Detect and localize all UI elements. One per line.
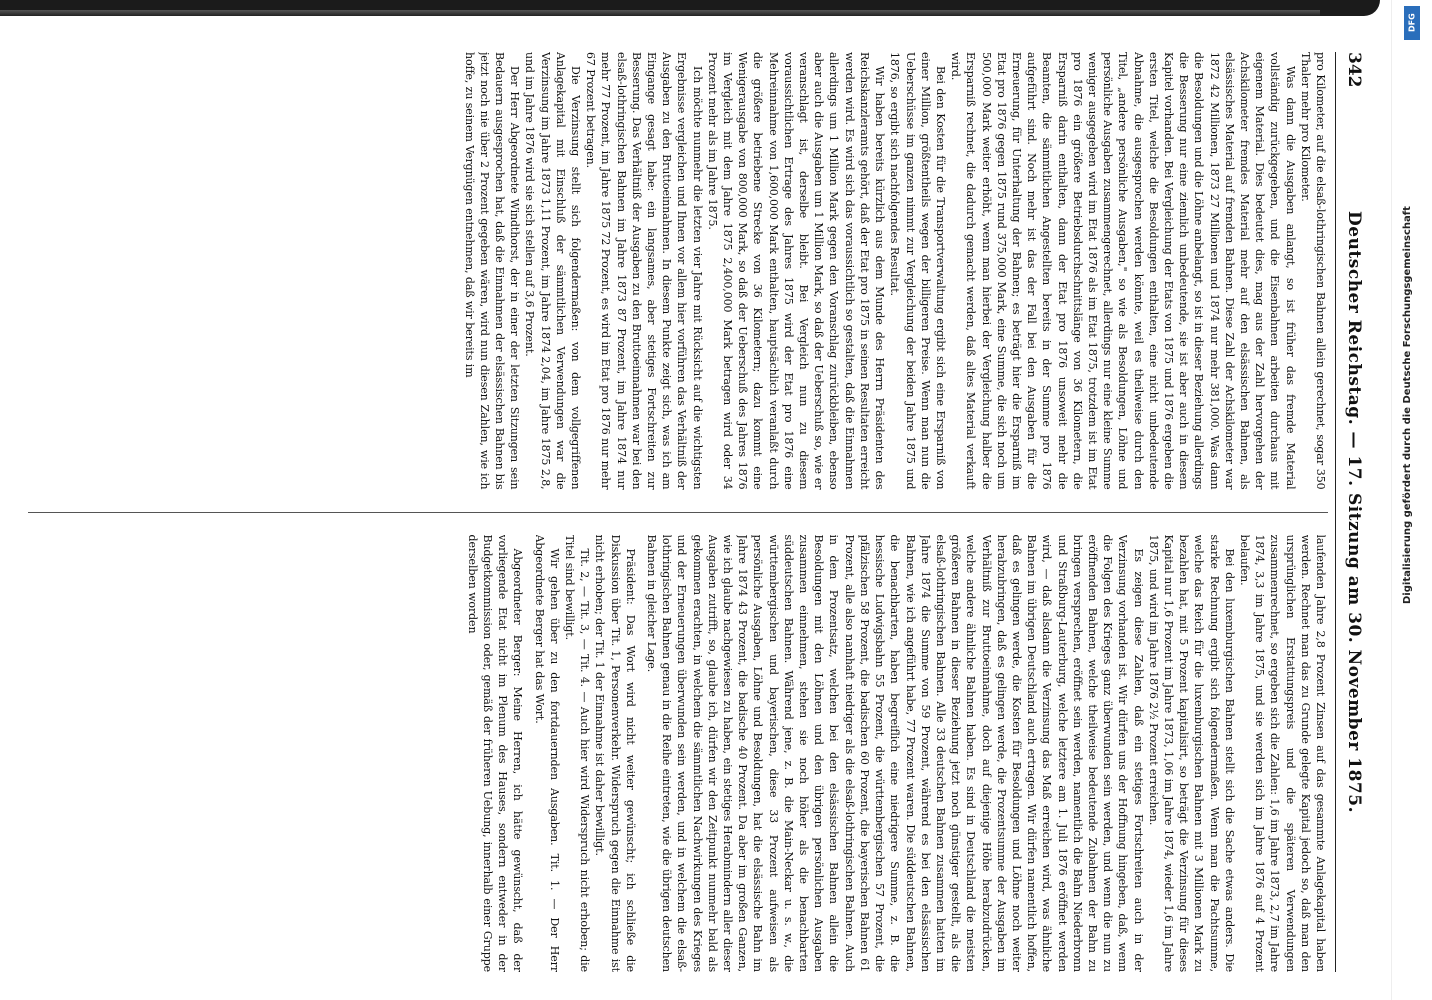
paragraph: Bei den Kosten für die Transportverwaltung ergibt sich eine Ersparniß von einer Million, größtentheils wegen der billigeren Preise. Wenn man nun die Ueberschüsse im ganzen nimmt zur Vergleichung der beiden Jahre 1875 und 1876, so ergibt sich nachfolgendes Resultat. <box>888 52 947 490</box>
paragraph: Bei den luxemburgischen Bahnen stellt sich die Sache etwas anders. Die starke Rechnung ergibt sich folgendermaßen. Wenn man die Pachtsumme, welche das Reich für die luxemburgischen Bahnen mit 3 Millionen Mark zu bezahlen hat, mit 5 Prozent kapitalisirt, so beträgt die Verzinsung für dieses Kapital nur 1,6 Prozent im Jahre 1873, 1,06 im Jahre 1874, wieder 1,6 im Jahre 1875, und wird im Jahre 1876 2½ Prozent erreichen. <box>1146 534 1236 972</box>
paragraph: Wir gehen über zu den fortdauernden Ausgaben. Tit. 1. — Der Herr Abgeordnete Berger hat das Wort. <box>532 534 561 972</box>
document-page <box>8 22 1380 994</box>
paragraph: Tit. 2, — Tit. 3, — Tit. 4. — Auch hier wird Widerspruch nicht erhoben; die Titel sind bewilligt. <box>563 534 592 972</box>
paragraph: laufenden Jahre 2,8 Prozent Zinsen auf das gesammte Anlagekapital haben werden. Rechnet man das zu Grunde gelegte Kapital jedoch so, daß man den ursprünglichen Erstattungspreis und die späteren Verwendungen zusammenrechnet, so ergeben sich die Zahlen: 1,6 im Jahre 1873, 2,7 im Jahre 1874, 3,3 im Jahre 1875, und sie werden sich im Jahre 1876 auf 4 Prozent belaufen. <box>1237 534 1327 972</box>
text-columns <box>28 52 1328 972</box>
paragraph: Es zeigen diese Zahlen, daß ein stetiges Fortschreiten auch in der Verzinsung vorhanden ist. Wir dürfen uns der Hoffnung hingeben, daß, wenn die Folgen des Krieges ganz überwunden sein werden, und wenn die nun zu eröffnenden Bahnen, welche theilweise bedeutende Zubahnen der Bahn zu bringen versprechen, eröffnet sein werden, namentlich die Bahn Niederbronn und Straßburg-Lauterburg, welche letztere am 1. Juli 1876 eröffnet werden wird, — daß alsdann die Verzinsung das Maß erreichen wird, was ähnliche Bahnen im übrigen Deutschland auch ertragen. Wir dürfen namentlich hoffen, daß es gelingen werde, die Kosten für Besoldungen und Löhne noch weiter herabzubringen, daß es gelingen werde, die Prozentsumme der Ausgaben im Verhältniß zur Bruttoeinnahme, doch auf diejenige Höhe herabzudrücken, welche andere ähnliche Bahnen haben. Es sind in Deutschland die meisten größeren Bahnen in dieser Beziehung jetzt noch günstiger gestellt, als die elsaß-lothringischen Bahnen. Alle 33 deutschen Bahnen zusammen hatten im Jahre 1874 die Summe von 59 Prozent, während es bei den elsässischen Bahnen, wie ich angeführt habe, 77 Prozent waren. Die süddeutschen Bahnen, die benachbarten, haben begreiflich eine niedrigere Summe, z. B. die hessische Ludwigsbahn 55 Prozent, die württembergischen 57 Prozent, die pfälzischen 58 Prozent, die badischen 60 Prozent, die bayerischen Bahnen 61 Prozent, alle also namhaft niedriger als die elsaß-lothringischen Bahnen. Auch in dem Prozentsatz, welchen bei den elsässischen Bahnen allein die Besoldungen mit den Löhnen und den übrigen persönlichen Ausgaben zusammen einnehmen, stehen sie noch höher als die benachbarten süddeutschen Bahnen. Während jene, z. B. die Main-Neckar u. s. w., die württembergischen und bayerischen, diese 33 Prozent aufweisen als persönliche Ausgaben, Löhne und Besoldungen, hat die elsässische Bahn im Jahre 1874 43 Prozent, die badische 40 Prozent. Da aber im großen Ganzen, wie ich glaube nachgewiesen zu haben, ein stetiges Herabmindern aller dieser Ausgaben zutrifft, so, glaube ich, dürfen wir den Zeitpunkt nunmehr bald als gekommen erachten, in welchem die sämmtlichen Nachwirkungen des Krieges und der Erneuerungen überwunden sein werden, und in welchem die elsaß-lothringischen Bahnen genau in die Reihe eintreten, wie die übrigen deutschen Bahnen in gleicher Lage. <box>645 534 1145 972</box>
column-divider <box>28 512 1328 513</box>
page-number: 342 <box>1344 52 1364 88</box>
paragraph: Ich möchte nunmehr die letzten vier Jahre mit Rücksicht auf die wichtigsten Ergebnisse vergleichen und Ihnen vor allem hier vorführen das Verhältniß der Ausgaben zu den Bruttoeinnahmen. In diesem Punkte zeigt sich, was ich am Eingange gesagt habe: ein langsames, aber stetiges Fortschreiten zur Besserung. Das Verhältniß der Ausgaben zu den Bruttoeinnahmen war bei den elsaß-lothringischen Bahnen im Jahre 1873 87 Prozent, im Jahre 1874 nur mehr 77 Prozent, im Jahre 1875 72 Prozent, es wird im Etat pro 1876 nur mehr 67 Prozent betragen. <box>584 52 704 490</box>
right-column <box>28 535 1328 973</box>
scan-border <box>0 0 1380 16</box>
digitization-credit: Digitalisierung gefördert durch die Deutsche Forschungsgemeinschaft <box>1402 206 1413 604</box>
paragraph: Abgeordneter Berger: Meine Herren, ich hätte gewünscht, daß der vorliegende Etat nicht im Plenum des Hauses, sondern entweder in der Budgetkommission oder, gemäß der früheren Uebung, innerhalb einer Gruppe derselben worden <box>465 534 525 972</box>
page-header <box>1335 52 1370 972</box>
paragraph: Die Verzinsung stellt sich folgendermaßen: von dem vollgegriffenen Anlagekapital mit Einschluß der sämmtlichen Verwendungen war die Verzinsung im Jahre 1873 1,11 Prozent, im Jahre 1874 2,04, im Jahre 1875 2,8, und im Jahre 1876 wird sie sich stellen auf 3,6 Prozent. <box>523 52 583 490</box>
running-head: Deutscher Reichstag. — 17. Sitzung am 30. November 1875. <box>1344 211 1364 813</box>
paragraph: pro Kilometer, auf die elsaß-lothringischen Bahnen allein gerechnet, sogar 350 Thaler mehr pro Kilometer. <box>1298 52 1327 490</box>
paragraph: Was dann die Ausgaben anlangt, so ist früher das fremde Material vollständig zurückgegeben, und die Eisenbahnen arbeiten durchaus mit eigenem Material. Dies bedeutet dies, mag aus der Zahl hervorgehen der Achskilometer fremdes Material mehr auf den elsässischen Bahnen, als elsässisches Material auf fremden Bahnen. Diese Zahl der Achskilometer war 1872 42 Millionen, 1873 27 Millionen und 1874 nur mehr 381,000. Was dann die Besoldungen und die Löhne anbelangt, so ist in dieser Beziehung allerdings die Besserung nur eine ziemlich unbedeutende, sie ist aber auch in diesem Kapitel vorhanden. Bei Vergleichung der Etats von 1875 und 1876 ergeben die ersten Titel, welche die Besoldungen enthalten, eine nicht unbedeutende Abnahme, die ausgesprochen werden könnte, weil es theilweise durch den Titel, „andere persönliche Ausgaben," so wie als Besoldungen, Löhne und persönliche Ausgaben zusammengerechnet, allerdings nur eine kleine Summe weniger ausgegeben wird im Etat 1876 als im Etat 1875, trotzdem ist im Etat pro 1876 ein größere Betriebsdurchschnittslänge von 36 Kilometern, die Ersparniß darin enthalten, dann der Etat pro 1876 unsoweit mehr die Beamten, die sämmtlichen Angestellten bereits in der Summe pro 1876 aufgeführt sind. Noch mehr ist das der Fall bei den Ausgaben für die Erneuerung, für Unterhaltung der Bahnen; es beträgt hier die Ersparniß im Etat pro 1876 gegen 1875 rund 375,000 Mark, eine Summe, die sich noch um 500,000 Mark weiter erhöht, wenn man hierbei der Vergleichung halber die Ersparniß rechnet, die dadurch gemacht werden, daß altes Material verkauft wird. <box>949 52 1297 490</box>
paragraph: Präsident: Das Wort wird nicht weiter gewünscht; ich schließe die Diskussion über Tit. 1, Personenverkehr. Widerspruch gegen die Einnahme ist nicht erhoben; der Tit. 1 der Einnahme ist daher bewilligt. <box>593 534 637 972</box>
dfg-logo-icon: DFG <box>1404 6 1420 40</box>
left-column <box>28 52 1328 490</box>
paragraph: Der Herr Abgeordnete Windthorst, der in einer der letzten Sitzungen sein Bedauern ausgesprochen hat, daß die Einnahmen der elsässischen Bahnen bis jetzt noch nie über 2 Prozent gegeben wären, wird nun diesen Zahlen, wie ich hoffe, zu seinem Vergnügen entnehmen, daß wir bereits im <box>462 52 522 490</box>
credit-strip <box>1391 0 1432 1000</box>
paragraph: Wir haben bereits kürzlich aus dem Munde des Herrn Präsidenten des Reichskanzleramts gehört, daß der Etat pro 1875 in seinen Resultaten erreicht werden wird. Es wird sich das voraussichtlich so gestalten, daß die Einnahmen allerdings um 1 Million Mark gegen den Voranschlag zurückbleiben, ebenso aber auch die Ausgaben um 1 Million Mark, so daß der Ueberschuß so, wie er veranschlagt ist, derselbe bleibt. Bei Vergleich nun zu diesem voraussichtlichen Ertrage des Jahres 1875 wird der Etat pro 1876 eine Mehreinnahme von 1,600,000 Mark enthalten, hauptsächlich veranlaßt durch die größere betriebene Strecke von 36 Kilometern; dazu kommt eine Wenigerausgabe von 800,000 Mark, so daß der Ueberschuß des Jahres 1876 im Vergleich mit dem Jahre 1875 2,400,000 Mark betragen wird oder 34 Prozent mehr als im Jahre 1875. <box>705 52 887 490</box>
